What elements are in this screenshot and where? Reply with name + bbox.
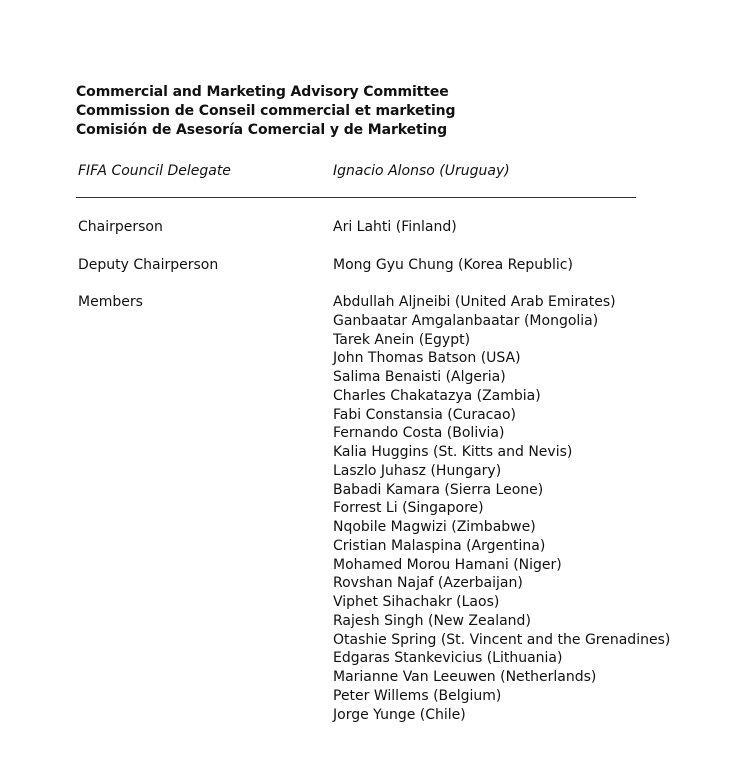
members-label: Members bbox=[78, 294, 143, 310]
title-spanish: Comisión de Asesoría Comercial y de Marketing bbox=[76, 122, 448, 138]
delegate-label: FIFA Council Delegate bbox=[78, 163, 231, 179]
member-item: Otashie Spring (St. Vincent and the Grenadines) bbox=[333, 631, 671, 648]
committee-titles bbox=[76, 83, 455, 140]
member-item: Forrest Li (Singapore) bbox=[333, 500, 484, 517]
member-item: Cristian Malaspina (Argentina) bbox=[333, 537, 546, 554]
member-item: Rajesh Singh (New Zealand) bbox=[333, 612, 531, 629]
member-item: Salima Benaisti (Algeria) bbox=[333, 369, 506, 385]
chairperson-value: Ari Lahti (Finland) bbox=[333, 219, 457, 235]
member-item: Fernando Costa (Bolivia) bbox=[333, 425, 505, 442]
deputy-chairperson-label: Deputy Chairperson bbox=[78, 257, 219, 273]
deputy-chairperson-value: Mong Gyu Chung (Korea Republic) bbox=[333, 257, 573, 273]
chairperson-label: Chairperson bbox=[78, 219, 163, 235]
member-item: Nqobile Magwizi (Zimbabwe) bbox=[333, 519, 536, 535]
member-item: Kalia Huggins (St. Kitts and Nevis) bbox=[333, 444, 573, 460]
member-item: Charles Chakatazya (Zambia) bbox=[333, 387, 541, 404]
member-item: Mohamed Morou Hamani (Niger) bbox=[333, 556, 562, 573]
member-item: Babadi Kamara (Sierra Leone) bbox=[333, 481, 544, 498]
member-item: Edgaras Stankevicius (Lithuania) bbox=[333, 650, 563, 667]
member-item: Fabi Constansia (Curacao) bbox=[333, 406, 516, 423]
member-item: Jorge Yunge (Chile) bbox=[333, 706, 466, 723]
member-item: Rovshan Najaf (Azerbaijan) bbox=[333, 575, 523, 592]
member-item: Viphet Sihachakr (Laos) bbox=[333, 594, 500, 610]
title-french: Commission de Conseil commercial et marketing bbox=[76, 103, 456, 119]
members-list bbox=[333, 293, 670, 724]
member-item: Abdullah Aljneibi (United Arab Emirates) bbox=[333, 294, 616, 310]
member-item: John Thomas Batson (USA) bbox=[333, 350, 521, 367]
member-item: Laszlo Juhasz (Hungary) bbox=[333, 462, 502, 479]
member-item: Tarek Anein (Egypt) bbox=[333, 331, 471, 348]
member-item: Marianne Van Leeuwen (Netherlands) bbox=[333, 669, 597, 685]
separator-line bbox=[76, 197, 636, 198]
delegate-value: Ignacio Alonso (Uruguay) bbox=[333, 163, 510, 179]
member-item: Peter Willems (Belgium) bbox=[333, 687, 502, 704]
member-item: Ganbaatar Amgalanbaatar (Mongolia) bbox=[333, 312, 599, 329]
title-english: Commercial and Marketing Advisory Committee bbox=[76, 84, 449, 100]
